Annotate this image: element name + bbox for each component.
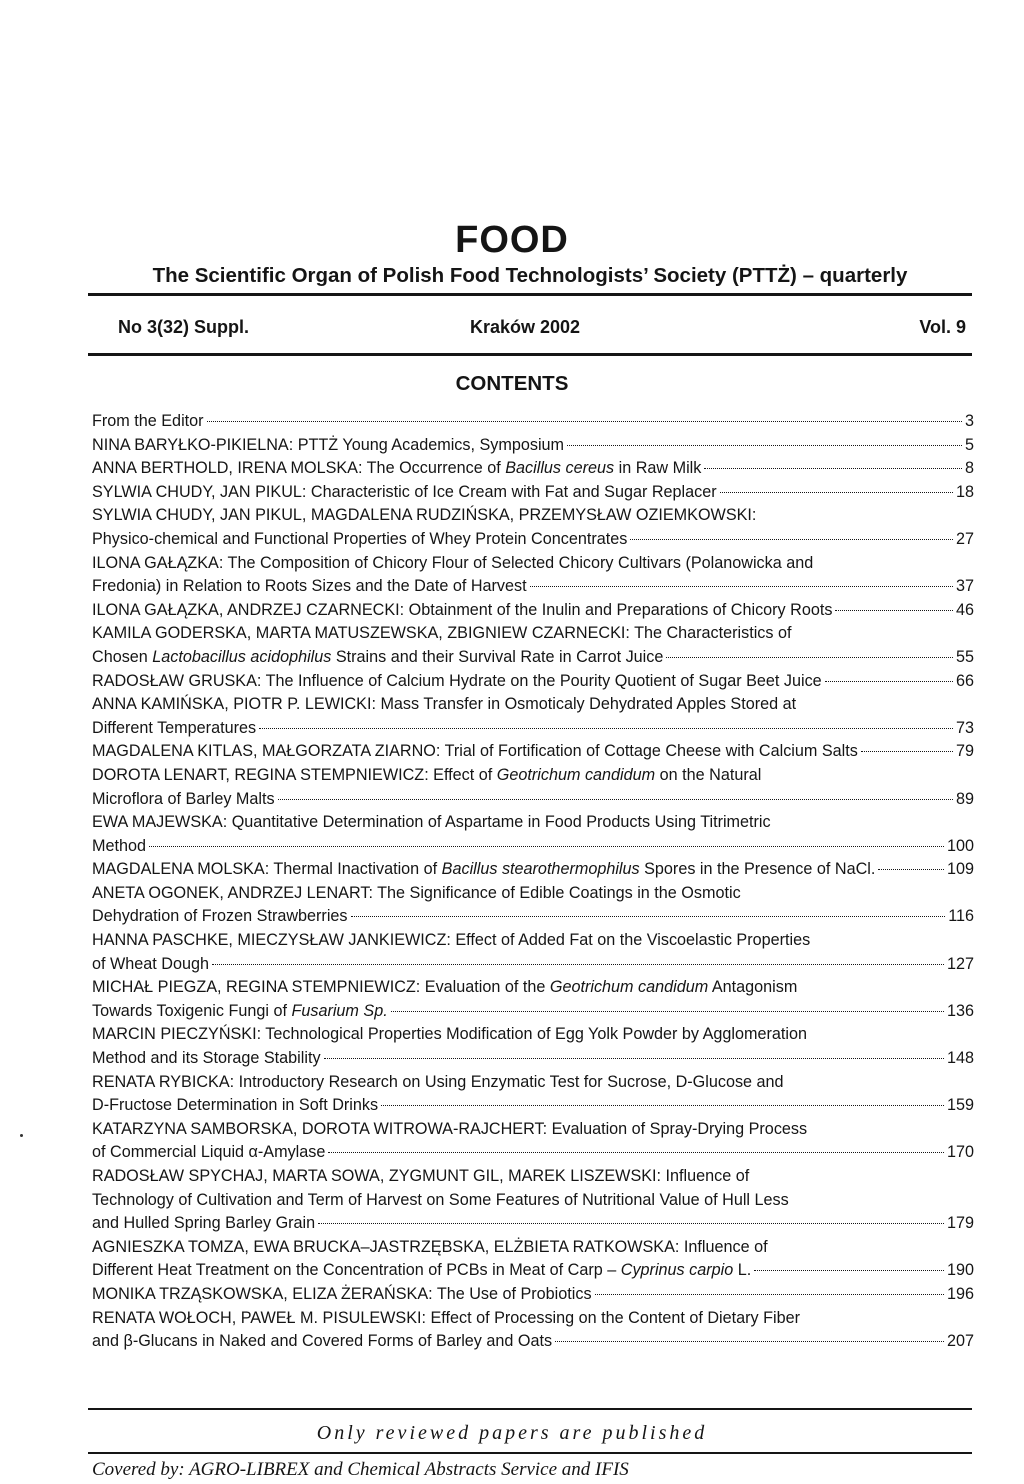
toc-dot-leader	[555, 1341, 944, 1342]
toc-entry-title: Chosen Lactobacillus acidophilus Strains and their Survival Rate in Carrot Juice	[92, 647, 664, 666]
toc-entry-title: Microflora of Barley Malts	[92, 789, 275, 808]
toc-dot-leader	[318, 1223, 944, 1224]
toc-entry-title: RADOSŁAW GRUSKA: The Influence of Calcium Hydrate on the Pourity Quotient of Sugar Beet Juice	[92, 671, 822, 690]
toc-page-number: 100	[946, 836, 974, 855]
toc-page-number: 190	[946, 1261, 974, 1280]
toc-entry-title: ANNA BERTHOLD, IRENA MOLSKA: The Occurrence of Bacillus cereus in Raw Milk	[92, 459, 702, 478]
toc-entry-text: MARCIN PIECZYŃSKI: Technological Properties Modification of Egg Yolk Powder by Agglomeration	[92, 1025, 807, 1044]
toc-page-number: 73	[955, 718, 974, 737]
toc-entry	[92, 811, 974, 858]
toc-entry-title: Method	[92, 836, 146, 855]
toc-dot-leader	[666, 657, 953, 658]
reviewed-papers-note: Only reviewed papers are published	[316, 1422, 708, 1444]
toc-dot-leader	[381, 1105, 944, 1106]
toc-entry-title: and β-Glucans in Naked and Covered Forms of Barley and Oats	[92, 1332, 553, 1351]
toc-entry	[92, 1118, 974, 1165]
toc-page-number: 127	[946, 954, 974, 973]
toc-entry-text: Technology of Cultivation and Term of Harvest on Some Features of Nutritional Value of Hull Less	[92, 1190, 789, 1209]
toc-entry	[92, 552, 974, 599]
toc-entry-title: Method and its Storage Stability	[92, 1049, 321, 1068]
toc-dot-leader	[825, 681, 953, 682]
toc-entry-text: SYLWIA CHUDY, JAN PIKUL, MAGDALENA RUDZIŃSKA, PRZEMYSŁAW OZIEMKOWSKI:	[92, 506, 757, 525]
toc-dot-leader	[328, 1152, 944, 1153]
footer-rule-bottom	[88, 1452, 972, 1454]
toc-entry-text: ANNA KAMIŃSKA, PIOTR P. LEWICKI: Mass Transfer in Osmoticaly Dehydrated Apples Stored at	[92, 695, 797, 714]
toc-dot-leader	[835, 610, 953, 611]
toc-entry	[92, 504, 974, 551]
toc-entry-title: of Wheat Dough	[92, 954, 209, 973]
journal-title: FOOD	[455, 219, 569, 261]
toc-dot-leader	[595, 1294, 944, 1295]
toc-page-number: 196	[946, 1284, 974, 1303]
toc-page-number: 89	[955, 789, 974, 808]
toc-dot-leader	[861, 751, 953, 752]
covered-by-note: Covered by: AGRO-LIBREX and Chemical Abstracts Service and IFIS	[92, 1459, 629, 1480]
scan-speck	[20, 1134, 23, 1137]
toc-entry-text: RENATA RYBICKA: Introductory Research on Using Enzymatic Test for Sucrose, D-Glucose and	[92, 1072, 784, 1091]
toc-entry-title: and Hulled Spring Barley Grain	[92, 1214, 316, 1233]
toc-page-number: 37	[955, 577, 974, 596]
toc-entry	[92, 764, 974, 811]
header-rule-bottom	[88, 353, 972, 356]
toc-entry	[92, 670, 974, 694]
toc-entry-text: ANETA OGONEK, ANDRZEJ LENART: The Significance of Edible Coatings in the Osmotic	[92, 883, 741, 902]
toc-dot-leader	[391, 1011, 944, 1012]
toc-entry	[92, 457, 974, 481]
toc-dot-leader	[212, 964, 944, 965]
toc-entry-text: ILONA GAŁĄZKA: The Composition of Chicory Flour of Selected Chicory Cultivars (Polanowicka and	[92, 553, 814, 572]
toc-dot-leader	[704, 468, 962, 469]
toc-entry-title: MAGDALENA MOLSKA: Thermal Inactivation of Bacillus stearothermophilus Spores in the Presence of NaCl.	[92, 860, 876, 879]
toc-page-number: 159	[946, 1096, 974, 1115]
toc-entry-title: Different Temperatures	[92, 718, 257, 737]
toc-entry-title: NINA BARYŁKO-PIKIELNA: PTTŻ Young Academics, Symposium	[92, 435, 565, 454]
toc-dot-leader	[351, 916, 946, 917]
issue-place-year: Kraków 2002	[470, 317, 581, 337]
toc-entry	[92, 1236, 974, 1283]
toc-dot-leader	[207, 421, 962, 422]
issue-volume: Vol. 9	[919, 317, 966, 337]
toc-entry	[92, 434, 974, 458]
toc-dot-leader	[567, 445, 962, 446]
toc-page-number: 3	[964, 412, 974, 430]
toc-entry	[92, 740, 974, 764]
toc-page-number: 79	[955, 742, 974, 761]
header-rule-top	[88, 293, 972, 296]
toc-entry-text: KAMILA GODERSKA, MARTA MATUSZEWSKA, ZBIGNIEW CZARNECKI: The Characteristics of	[92, 624, 792, 643]
toc-entry	[92, 1071, 974, 1118]
toc-entry	[92, 599, 974, 623]
toc-entry-title: Fredonia) in Relation to Roots Sizes and the Date of Harvest	[92, 577, 527, 596]
issue-info-row	[118, 313, 966, 341]
toc-entry-title: From the Editor	[92, 412, 204, 430]
toc-entry-title: Towards Toxigenic Fungi of Fusarium Sp.	[92, 1001, 388, 1020]
footer-rule-top	[88, 1408, 972, 1410]
toc-entry	[92, 929, 974, 976]
toc-page-number: 18	[955, 482, 974, 501]
toc-page-number: 46	[955, 600, 974, 619]
toc-page-number: 109	[946, 860, 974, 879]
toc-page-number: 207	[946, 1332, 974, 1351]
toc-page-number: 116	[948, 907, 974, 926]
toc-dot-leader	[754, 1270, 944, 1271]
toc-entry-title: Physico-chemical and Functional Properties of Whey Protein Concentrates	[92, 529, 628, 548]
toc-entry	[92, 693, 974, 740]
toc-entry-title: D-Fructose Determination in Soft Drinks	[92, 1096, 379, 1115]
toc-entry-title: Dehydration of Frozen Strawberries	[92, 907, 348, 926]
toc-entry-text: MICHAŁ PIEGZA, REGINA STEMPNIEWICZ: Evaluation of the Geotrichum candidum Antagonism	[92, 978, 798, 997]
toc-dot-leader	[259, 728, 953, 729]
toc-entry-text: DOROTA LENART, REGINA STEMPNIEWICZ: Effect of Geotrichum candidum on the Natural	[92, 765, 762, 784]
toc-page-number: 136	[946, 1001, 974, 1020]
toc-entry-text: EWA MAJEWSKA: Quantitative Determination of Aspartame in Food Products Using Titrimetric	[92, 813, 771, 832]
toc-entry	[92, 976, 974, 1023]
toc-entry-text: RENATA WOŁOCH, PAWEŁ M. PISULEWSKI: Effect of Processing on the Content of Dietary Fiber	[92, 1308, 800, 1327]
toc-dot-leader	[720, 492, 953, 493]
toc-page-number: 170	[946, 1143, 974, 1162]
toc-page-number: 66	[955, 671, 974, 690]
toc-entry	[92, 1165, 974, 1236]
toc-entry	[92, 1307, 974, 1354]
toc-page-number: 179	[946, 1214, 974, 1233]
toc-page-number: 27	[955, 529, 974, 548]
toc-entry-text: AGNIESZKA TOMZA, EWA BRUCKA–JASTRZĘBSKA, ELŻBIETA RATKOWSKA: Influence of	[92, 1237, 768, 1256]
toc-entry-text: HANNA PASCHKE, MIECZYSŁAW JANKIEWICZ: Effect of Added Fat on the Viscoelastic Properties	[92, 931, 811, 950]
toc-entry	[92, 622, 974, 669]
journal-subtitle: The Scientific Organ of Polish Food Technologists’ Society (PTTŻ) – quarterly	[152, 264, 908, 287]
toc-page-number: 8	[964, 459, 974, 478]
toc-entry	[92, 1023, 974, 1070]
toc-entry-title: SYLWIA CHUDY, JAN PIKUL: Characteristic of Ice Cream with Fat and Sugar Replacer	[92, 482, 717, 501]
toc-dot-leader	[324, 1058, 944, 1059]
toc-dot-leader	[149, 846, 944, 847]
toc-entry-text: RADOSŁAW SPYCHAJ, MARTA SOWA, ZYGMUNT GIL, MAREK LISZEWSKI: Influence of	[92, 1167, 750, 1185]
toc-entry-text: KATARZYNA SAMBORSKA, DOROTA WITROWA-RAJCHERT: Evaluation of Spray-Drying Process	[92, 1119, 808, 1138]
toc-entry-title: Different Heat Treatment on the Concentration of PCBs in Meat of Carp – Cyprinus carpio L.	[92, 1261, 752, 1280]
toc-entry-title: ILONA GAŁĄZKA, ANDRZEJ CZARNECKI: Obtainment of the Inulin and Preparations of Chicory Roots	[92, 600, 833, 619]
toc-dot-leader	[278, 799, 953, 800]
toc-dot-leader	[878, 869, 944, 870]
issue-number: No 3(32) Suppl.	[118, 317, 250, 337]
table-of-contents	[92, 410, 974, 1354]
toc-dot-leader	[630, 539, 953, 540]
toc-entry	[92, 882, 974, 929]
toc-entry	[92, 410, 974, 434]
toc-entry	[92, 481, 974, 505]
toc-entry	[92, 858, 974, 882]
toc-entry-title: MAGDALENA KITLAS, MAŁGORZATA ZIARNO: Trial of Fortification of Cottage Cheese with Calcium Salts	[92, 742, 858, 761]
toc-entry-title: MONIKA TRZĄSKOWSKA, ELIZA ŻERAŃSKA: The Use of Probiotics	[92, 1284, 592, 1303]
contents-heading: CONTENTS	[455, 372, 569, 395]
toc-page-number: 5	[964, 435, 974, 454]
toc-entry-title: of Commercial Liquid α-Amylase	[92, 1143, 326, 1162]
toc-page-number: 55	[955, 647, 974, 666]
toc-entry	[92, 1283, 974, 1307]
toc-dot-leader	[530, 586, 953, 587]
toc-page-number: 148	[946, 1049, 974, 1068]
